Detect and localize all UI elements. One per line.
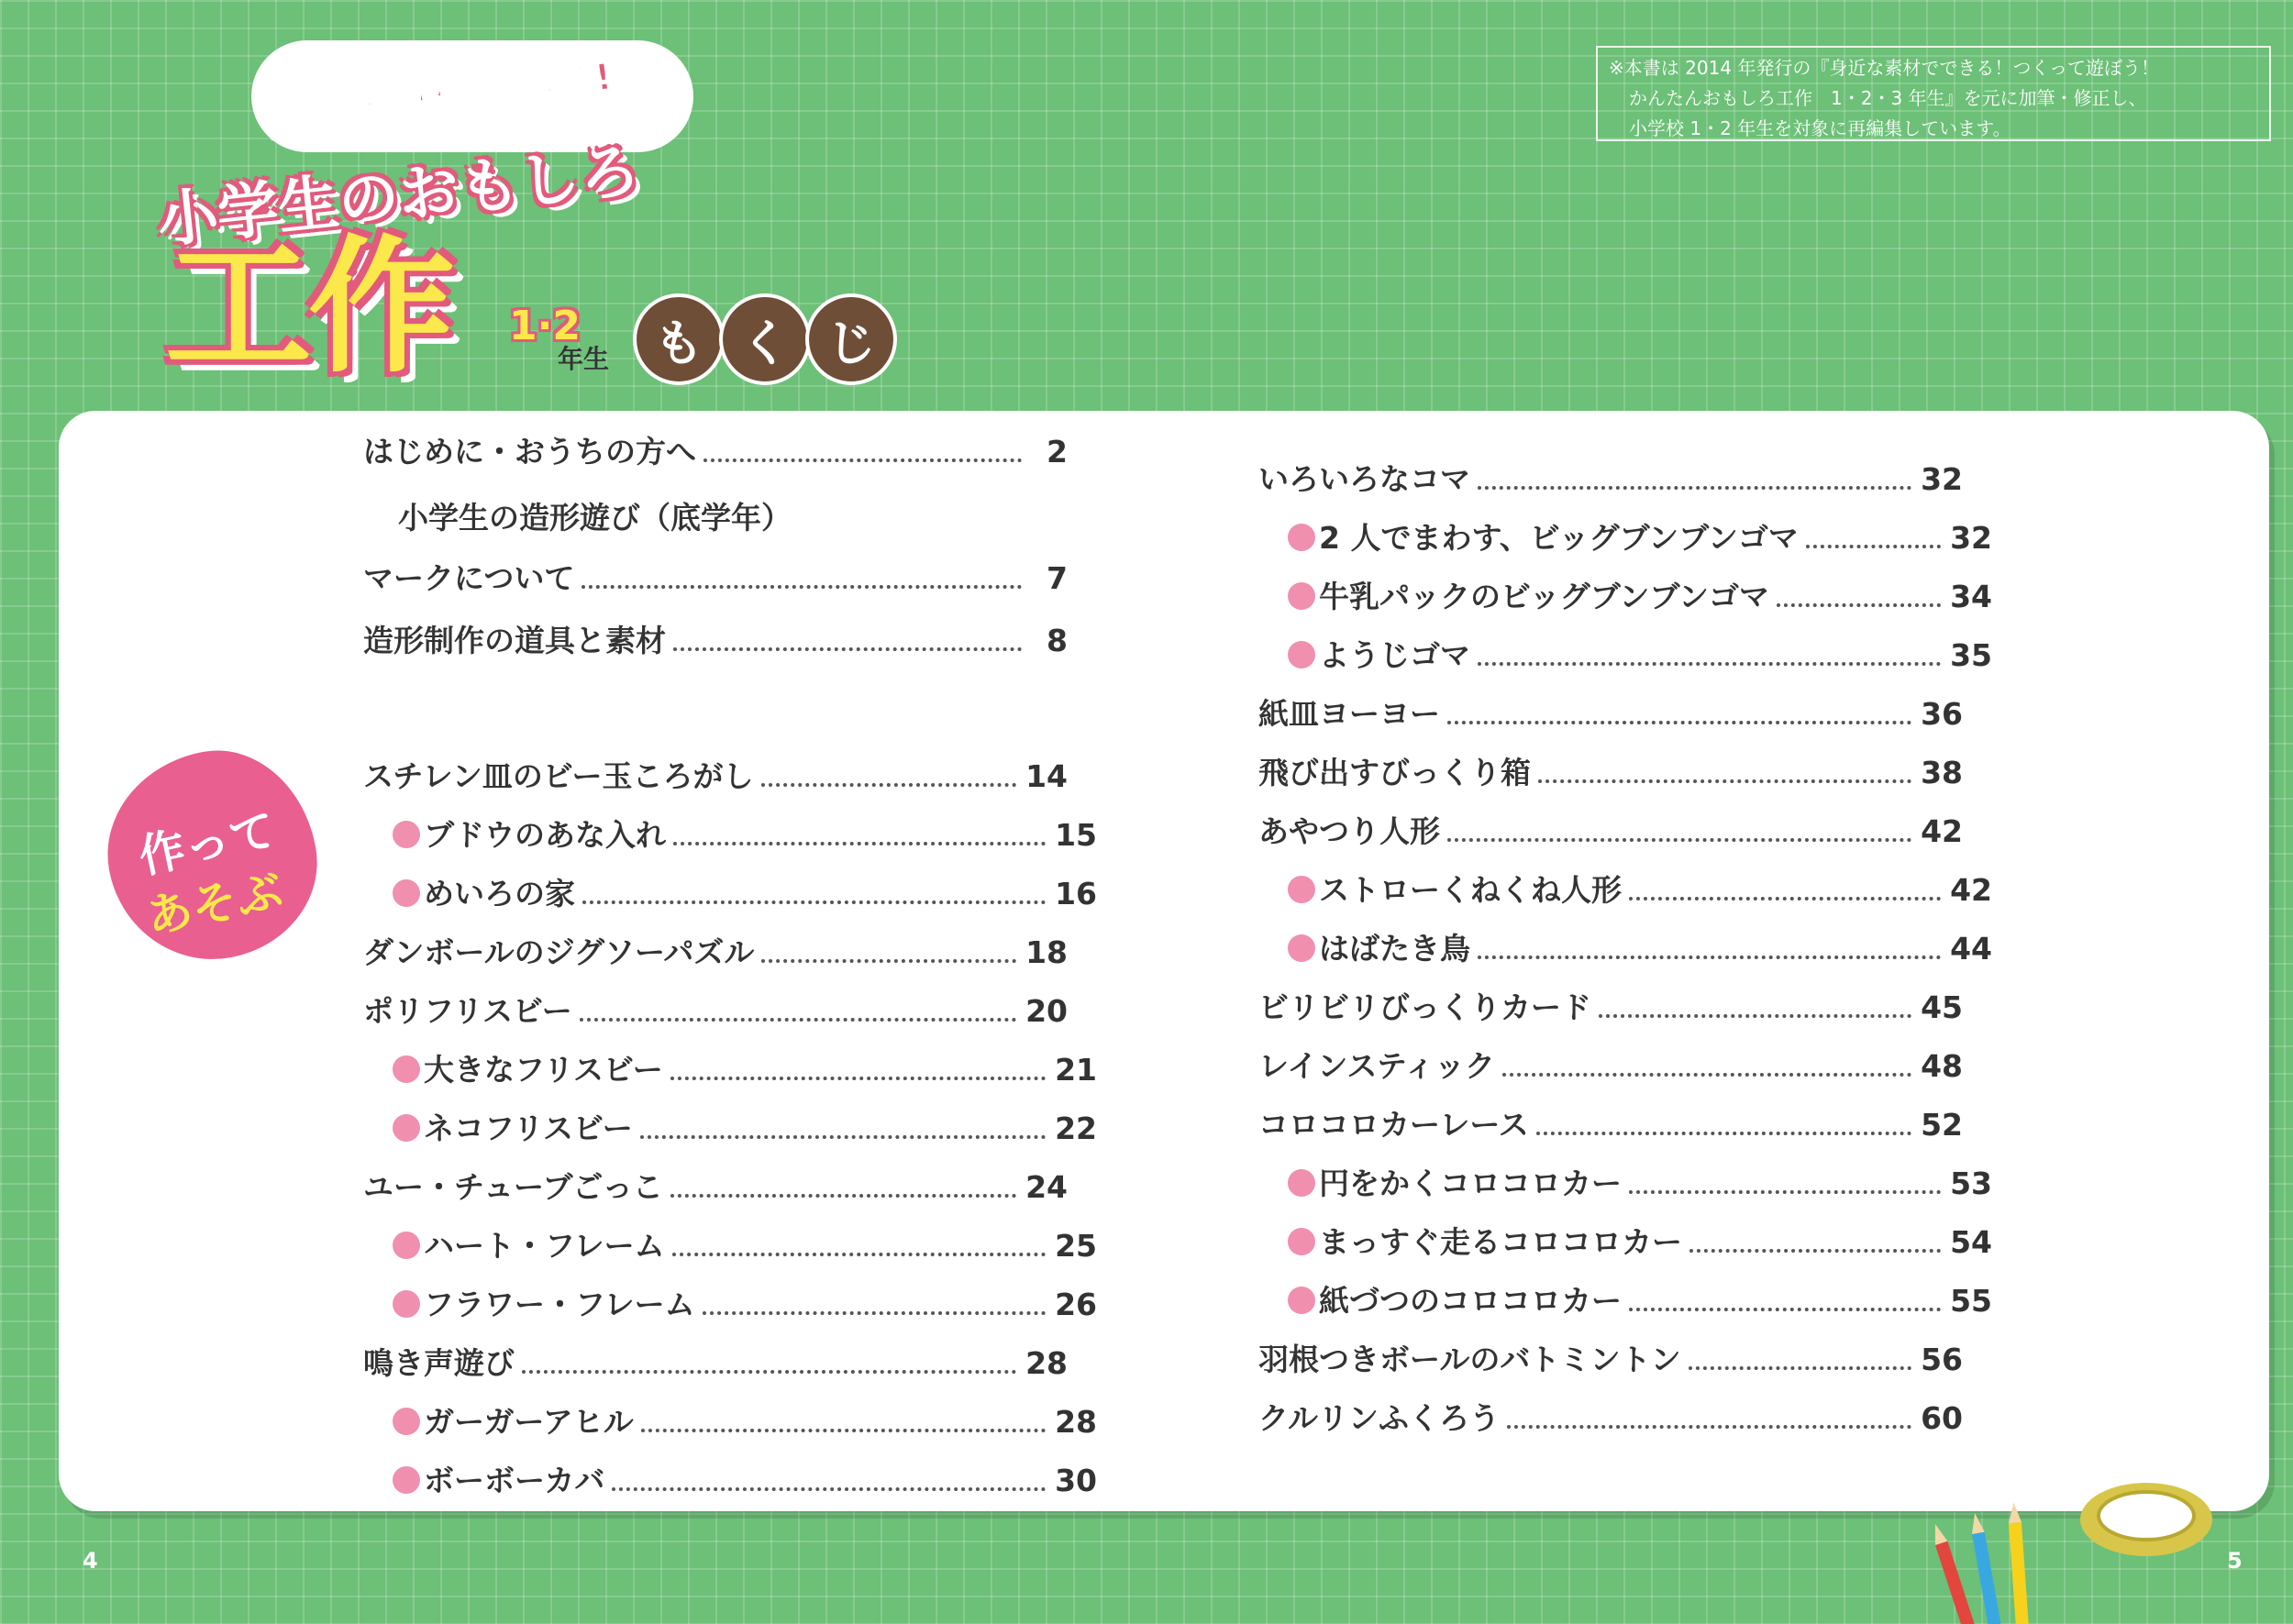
note-line-3: 小学校 1・2 年生を対象に再編集しています。	[1629, 117, 2011, 139]
note-line-2: かんたんおもしろ工作 1・2・3 年生』を元に加筆・修正し、	[1629, 87, 2147, 109]
toc-right-entry-page: 45	[1921, 989, 1963, 1025]
toc-right-leader-dots	[1507, 1425, 1911, 1429]
page-number-right: 5	[2227, 1548, 2243, 1574]
toc-left-leader-dots	[761, 959, 1016, 963]
toc-right-entry	[1258, 1398, 1963, 1440]
toc-right-entry-page: 48	[1921, 1048, 1963, 1084]
toc-right-entry	[1258, 1163, 1992, 1205]
toc-right-entry-page: 34	[1950, 579, 1992, 614]
toc-left-entry	[363, 1284, 1097, 1326]
toc-left-entry	[363, 1401, 1097, 1443]
toc-left-entry-page: 16	[1055, 876, 1097, 911]
toc-right-leader-dots	[1599, 1014, 1911, 1018]
toc-right-entry-page: 42	[1950, 872, 1992, 908]
toc-left-entry	[363, 1049, 1097, 1091]
toc-right-entry-page: 54	[1950, 1224, 1992, 1260]
toc-right-entry-page: 55	[1950, 1283, 1992, 1319]
pencil-blue-icon	[1968, 1512, 2002, 1624]
toc-left-entry-page: 25	[1055, 1228, 1097, 1264]
toc-right-leader-dots	[1502, 1073, 1911, 1077]
toc-right-leader-dots	[1538, 779, 1911, 783]
mokuji-char-3: じ	[805, 293, 897, 385]
toc-left-entry-title: めいろの家	[393, 873, 575, 915]
toc-right-leader-dots	[1777, 603, 1941, 607]
toc-right-entry	[1258, 1104, 1963, 1146]
logo-nensei: 年生	[558, 344, 610, 374]
toc-left-leader-dots	[672, 1253, 1046, 1256]
toc-left-leader-dots	[703, 1311, 1046, 1315]
toc-left-entry-title: ハート・フレーム	[393, 1225, 665, 1267]
logo-grade: 1·2	[509, 303, 581, 349]
toc-right-leader-dots	[1806, 545, 1941, 548]
toc-left-entry	[363, 431, 1068, 473]
toc-left-entry-page: 14	[1025, 758, 1068, 794]
toc-left-entry	[363, 1166, 1068, 1209]
toc-left-entry-page: 26	[1055, 1287, 1097, 1322]
toc-left-entry-title: 小学生の造形遊び（底学年）	[398, 500, 792, 536]
toc-right-leader-dots	[1689, 1366, 1911, 1370]
toc-left-leader-dots	[640, 1135, 1046, 1139]
toc-left-entry-title: 造形制作の道具と素材	[363, 623, 666, 658]
toc-left-entry-page: 21	[1055, 1052, 1097, 1088]
toc-right-leader-dots	[1689, 1249, 1941, 1253]
toc-right-entry-title: レインスティック	[1258, 1048, 1496, 1084]
toc-right-entry-title: 羽根つきボールのバトミントン	[1258, 1342, 1681, 1377]
toc-right-entry	[1258, 458, 1963, 501]
toc-left-entry	[363, 873, 1097, 915]
toc-right-entry-title: クルリンふくろう	[1258, 1400, 1501, 1436]
toc-left-entry-title: ネコフリスビー	[393, 1108, 633, 1150]
toc-right-entry	[1258, 928, 1992, 970]
toc-right-leader-dots	[1629, 897, 1941, 900]
toc-right-entry-page: 35	[1950, 637, 1992, 673]
toc-right-entry	[1258, 1280, 1992, 1322]
toc-left-leader-dots	[641, 1429, 1046, 1432]
toc-right-entry	[1258, 1339, 1963, 1381]
pencils-and-tape-illustration	[1880, 1463, 2265, 1624]
toc-left-entry-title: ポリフリスビー	[363, 993, 572, 1029]
toc-left-entry	[363, 932, 1068, 974]
toc-left-entry-title: ユー・チューブごっこ	[363, 1169, 663, 1205]
toc-right-entry-title: 紙づつのコロコロカー	[1288, 1280, 1622, 1322]
toc-left-entry-title: 大きなフリスビー	[393, 1049, 663, 1091]
toc-left-entry-title: はじめに・おうちの方へ	[363, 434, 696, 470]
toc-left-entry-page: 28	[1025, 1345, 1068, 1381]
toc-right-leader-dots	[1478, 956, 1941, 959]
toc-left-leader-dots	[673, 842, 1046, 845]
toc-left-entry-page: 2	[1047, 434, 1068, 470]
toc-right-entry-title: はばたき鳥	[1288, 928, 1470, 970]
toc-right-entry-page: 60	[1921, 1400, 1963, 1436]
toc-left-leader-dots	[580, 1018, 1016, 1022]
toc-right-entry-page: 56	[1921, 1342, 1963, 1377]
toc-right-entry-page: 44	[1950, 931, 1992, 967]
toc-left-entry-title: ボーボーカバ	[393, 1460, 604, 1502]
toc-left-leader-dots	[670, 1077, 1046, 1080]
toc-left-entry-page: 18	[1025, 934, 1068, 970]
toc-right-entry-page: 32	[1950, 520, 1992, 556]
toc-right-entry-title: ようじゴマ	[1288, 635, 1470, 677]
toc-right-entry	[1258, 693, 1963, 735]
toc-right-entry-title: あやつり人形	[1258, 813, 1440, 849]
toc-left-entry-page: 24	[1025, 1169, 1068, 1205]
toc-left-entry	[363, 1460, 1097, 1502]
toc-left-entry-page: 20	[1025, 993, 1068, 1029]
toc-left-entry-page: 30	[1055, 1463, 1097, 1498]
toc-left-entry-page: 28	[1055, 1404, 1097, 1440]
toc-left-entry-page: 7	[1047, 560, 1068, 596]
toc-left-leader-dots	[612, 1487, 1046, 1491]
page-number-left: 4	[83, 1548, 98, 1574]
toc-right-entry-page: 32	[1921, 461, 1963, 497]
logo-big-title: 工作	[165, 221, 452, 392]
toc-right-leader-dots	[1629, 1190, 1941, 1194]
toc-right-entry-title: 牛乳パックのビッグブンブンゴマ	[1288, 576, 1769, 618]
logo-main-title: 小学生のおもしろ	[154, 135, 644, 257]
toc-right-entry-title: ビリビリびっくりカード	[1258, 989, 1591, 1025]
edition-note	[1596, 46, 2271, 141]
toc-left-entry-title: ブドウのあな入れ	[393, 814, 666, 856]
toc-left-entry-page: 8	[1047, 623, 1068, 658]
toc-right-leader-dots	[1536, 1132, 1911, 1135]
toc-right-leader-dots	[1629, 1308, 1941, 1311]
toc-right-entry-page: 38	[1921, 755, 1963, 790]
toc-left-leader-dots	[582, 585, 1022, 589]
toc-right-entry	[1258, 1221, 1992, 1264]
toc-left-leader-dots	[703, 458, 1022, 462]
toc-right-entry-title: 紙皿ヨーヨー	[1258, 696, 1440, 732]
toc-right-entry	[1258, 752, 1963, 794]
toc-left-entry-title: スチレン皿のビー玉ころがし	[363, 758, 754, 794]
toc-left-entry	[363, 1225, 1097, 1267]
mokuji-heading	[633, 293, 892, 385]
toc-right-leader-dots	[1447, 838, 1911, 842]
toc-right-entry-title: コロコロカーレース	[1258, 1107, 1529, 1143]
pencil-yellow-icon	[2007, 1502, 2029, 1624]
toc-right-leader-dots	[1478, 486, 1911, 490]
mokuji-char-2: く	[719, 293, 811, 385]
note-line-1: ※本書は 2014 年発行の『身近な素材でできる！つくって遊ぼう！	[1609, 57, 2159, 79]
toc-right-entry-page: 42	[1921, 813, 1963, 849]
toc-left-leader-dots	[522, 1370, 1016, 1374]
toc-right-entry	[1258, 869, 1992, 911]
toc-right-leader-dots	[1478, 662, 1941, 666]
toc-left-entry-page: 15	[1055, 817, 1097, 853]
tape-roll-icon	[2080, 1483, 2212, 1556]
toc-left-entry-title: マークについて	[363, 560, 575, 596]
toc-right-entry-title: まっすぐ走るコロコロカー	[1288, 1221, 1682, 1264]
toc-right-entry-page: 36	[1921, 696, 1963, 732]
toc-left-entry-title: フラワー・フレーム	[393, 1284, 695, 1326]
toc-right-entry-title: 円をかくコロコロカー	[1288, 1163, 1622, 1205]
section-badge-line-2: あそぶ	[141, 863, 288, 945]
toc-left-leader-dots	[761, 783, 1017, 787]
toc-left-entry	[363, 1342, 1068, 1385]
toc-left-entry-page: 22	[1055, 1110, 1097, 1146]
section-badge-line-1: 作って	[134, 802, 281, 884]
toc-right-entry-title: 2 人でまわす、ビッグブンブンゴマ	[1288, 517, 1799, 559]
toc-left-entry-title: 鳴き声遊び	[363, 1345, 515, 1381]
pencil-red-icon	[1929, 1522, 1978, 1624]
toc-right-entry-title: いろいろなコマ	[1258, 461, 1470, 497]
toc-right-entry-title: 飛び出すびっくり箱	[1258, 755, 1531, 790]
toc-left-entry	[363, 497, 1102, 539]
toc-right-entry	[1258, 517, 1992, 559]
toc-left-leader-dots	[673, 647, 1022, 651]
toc-left-entry	[363, 990, 1068, 1033]
toc-right-entry	[1258, 811, 1963, 853]
toc-left-entry	[363, 620, 1068, 662]
toc-left-entry-title: ダンボールのジグソーパズル	[363, 934, 755, 970]
toc-right-entry	[1258, 576, 1992, 618]
toc-right-entry-page: 53	[1950, 1166, 1992, 1201]
toc-right-leader-dots	[1447, 721, 1911, 724]
toc-left-entry	[363, 1108, 1097, 1150]
toc-left-entry	[363, 756, 1068, 798]
toc-left-leader-dots	[670, 1194, 1016, 1198]
toc-right-entry-title: ストローくねくね人形	[1288, 869, 1622, 911]
mokuji-char-1: も	[633, 293, 725, 385]
toc-right-entry-page: 52	[1921, 1107, 1963, 1143]
toc-left-leader-dots	[582, 900, 1046, 904]
toc-right-entry	[1258, 987, 1963, 1029]
toc-left-entry-title: ガーガーアヒル	[393, 1401, 634, 1443]
toc-left-entry	[363, 558, 1068, 600]
toc-left-entry	[363, 814, 1097, 856]
logo-subtitle: 身近な素材でできる!	[265, 55, 615, 147]
toc-right-entry	[1258, 635, 1992, 677]
toc-right-entry	[1258, 1045, 1963, 1088]
